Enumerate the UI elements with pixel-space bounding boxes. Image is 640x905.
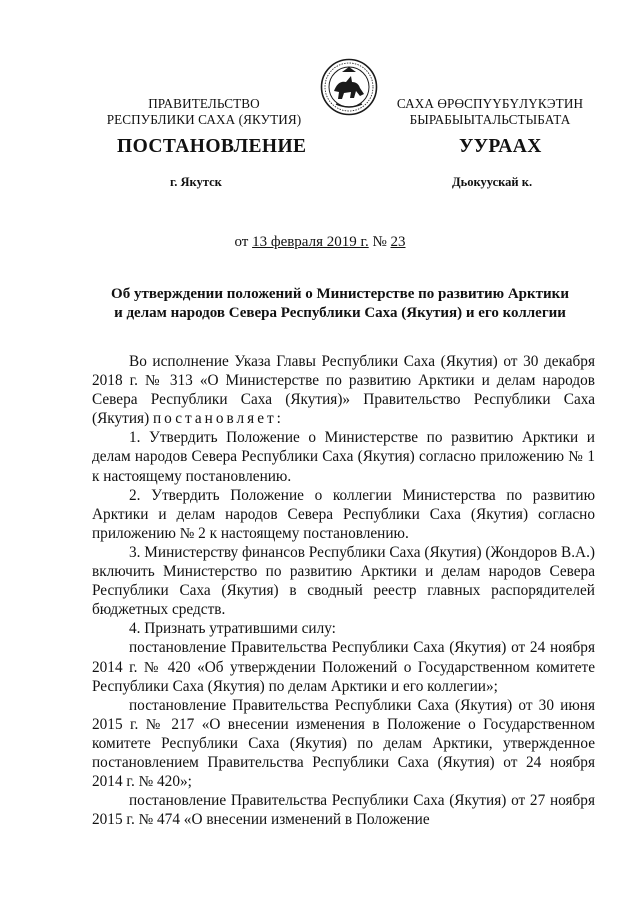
date-prefix: от — [234, 234, 253, 250]
paragraph-item-2: 2. Утвердить Положение о коллегии Министерства по развитию Арктики и делам народов Севера Республики Саха (Якутия) согласно приложению № 2 к настоящему постановлению. — [92, 486, 595, 542]
document-title — [90, 285, 590, 323]
paragraph-item-4: 4. Признать утратившими силу: — [129, 620, 336, 638]
resolves-word: постановляет: — [153, 410, 284, 428]
issuer-line-2: РЕСПУБЛИКИ САХА (ЯКУТИЯ) — [106, 112, 302, 127]
paragraph-item-3: 3. Министерству финансов Республики Саха (Якутия) (Жондоров В.А.) включить Министерство по развитию Арктики и делам народов Севера Республики Саха (Якутия) в сводный реестр главных распорядителей бюджетных средств. — [92, 543, 595, 619]
paragraph-repeal-3: постановление Правительства Республики Саха (Якутия) от 27 ноября 2015 г. № 474 «О внесении изменений в Положение — [92, 792, 595, 829]
title-line-2: и делам народов Севера Республики Саха (Якутия) и его коллегии — [114, 305, 566, 321]
yakutia-coat-of-arms-icon — [320, 58, 378, 116]
issuer-header-russian — [98, 96, 310, 128]
paragraph-item-1: 1. Утвердить Положение о Министерстве по развитию Арктики и делам народов Севера Республики Саха (Якутия) согласно приложению № 1 к настоящему постановлению. — [92, 429, 595, 485]
doc-type-russian: ПОСТАНОВЛЕНИЕ — [117, 136, 307, 157]
preamble-text: Во исполнение Указа Главы Республики Саха (Якутия) от 30 декабря 2018 г. № 313 «О Министерстве по развитию Арктики и делам народов Севера Республики Саха (Якутия)» Правительство Республики Саха (Якутия) — [92, 353, 595, 428]
paragraph-repeal-2: постановление Правительства Республики Саха (Якутия) от 30 июня 2015 г. № 217 «О внесении изменения в Положение о Государственном комитете Республики Саха (Якутия) по делам Арктики, утвержденное постановлением Правительства Республики Саха (Якутия) от 24 ноября 2014 г. № 420»; — [92, 696, 595, 791]
paragraph-repeal-1: постановление Правительства Республики Саха (Якутия) от 24 ноября 2014 г. № 420 «Об утверждении Положений о Государственном комитете Республики Саха (Якутия) по делам Арктики и его коллегии»; — [92, 639, 595, 695]
city-yakut: Дьокуускай к. — [452, 175, 533, 189]
title-line-1: Об утверждении положений о Министерстве по развитию Арктики — [111, 286, 569, 302]
document-number: 23 — [390, 234, 406, 250]
issuer-line-1: САХА ӨРӨСПҮҮБҮЛҮКЭТИН — [396, 96, 584, 111]
city-russian: г. Якутск — [170, 175, 222, 189]
paragraph-preamble — [92, 352, 595, 428]
number-label: № — [368, 234, 391, 250]
document-date: 13 февраля 2019 г. — [252, 234, 369, 250]
issuer-header-yakut — [392, 96, 588, 128]
document-body — [92, 352, 595, 829]
issuer-line-2: БЫРАБЫЫТАЛЬСТЫБАТА — [409, 112, 571, 127]
issuer-line-1: ПРАВИТЕЛЬСТВО — [148, 96, 260, 111]
doc-type-yakut: УУРААХ — [459, 136, 542, 157]
document-date-number — [0, 234, 640, 251]
